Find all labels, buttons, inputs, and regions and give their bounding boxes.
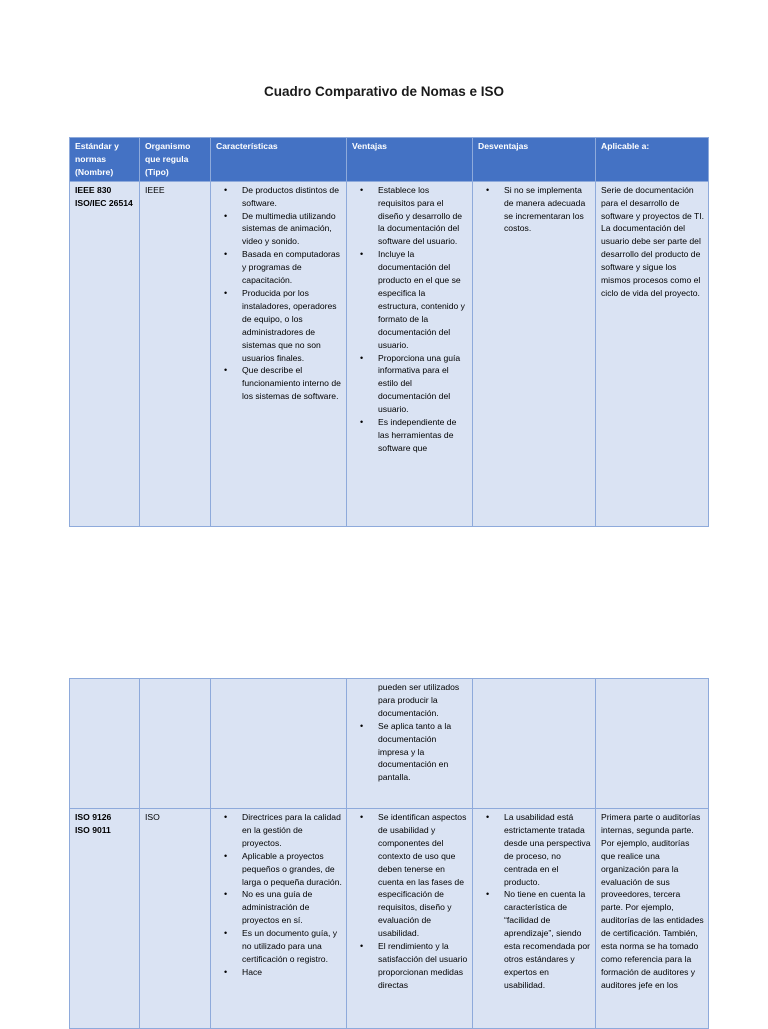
comparison-table <box>69 137 709 527</box>
cell-organism: IEEE <box>140 181 211 526</box>
cell-disadvantages <box>473 181 596 526</box>
list-item: • Es independiente de las herramientas de software que <box>378 416 468 455</box>
table-row <box>70 809 709 1029</box>
cell-standard <box>70 809 140 1029</box>
list-item: • El rendimiento y la satisfacción del usuario proporcionan medidas directas <box>378 940 468 992</box>
cell-features <box>211 679 347 809</box>
table-row-continuation <box>70 679 709 809</box>
list-item: • Establece los requisitos para el diseño y desarrollo de la documentación del software del usuario. <box>378 184 468 249</box>
cell-disadvantages <box>473 809 596 1029</box>
cell-advantages <box>347 181 473 526</box>
cell-standard: IEEE 830 ISO/IEC 26514 <box>70 181 140 526</box>
list-item: • No tiene en cuenta la característica de “facilidad de aprendizaje”, siendo esta recomendada por otros estándares y expertos en usabilidad. <box>504 888 591 991</box>
list-item: • Incluye la documentación del producto en el que se especifica la estructura, contenido y formato de la documentación del usuario. <box>378 248 468 351</box>
header-disadvantages: Desventajas <box>473 138 596 182</box>
list-item: • No es una guía de administración de proyectos en sí. <box>242 888 342 927</box>
list-item: • De multimedia utilizando sistemas de animación, video y sonido. <box>242 210 342 249</box>
cell-organism <box>140 679 211 809</box>
table-header-row <box>70 138 709 182</box>
comparison-table-continued <box>69 678 709 1029</box>
cell-applicable <box>596 679 709 809</box>
header-standard: Estándar y normas (Nombre) <box>70 138 140 182</box>
header-advantages: Ventajas <box>347 138 473 182</box>
list-item: • Se aplica tanto a la documentación impresa y la documentación en pantalla. <box>378 720 468 785</box>
list-item: • Que describe el funcionamiento interno de los sistemas de software. <box>242 364 342 403</box>
cell-applicable: Serie de documentación para el desarrollo de software y proyectos de TI. La documentación del usuario debe ser parte del desarrollo del producto de software y sigue los mismos procesos como el ciclo de vida del proyecto. <box>596 181 709 526</box>
continued-text: pueden ser utilizados para producir la documentación. <box>378 682 460 718</box>
page-break <box>0 530 768 678</box>
header-features: Características <box>211 138 347 182</box>
list-item: • Basada en computadoras y programas de capacitación. <box>242 248 342 287</box>
cell-applicable <box>596 809 709 1029</box>
cell-advantages <box>347 809 473 1029</box>
list-item: • De productos distintos de software. <box>242 184 342 210</box>
cell-standard <box>70 679 140 809</box>
standard-name: ISO 9011 <box>75 824 111 835</box>
header-applicable: Aplicable a: <box>596 138 709 182</box>
cell-advantages <box>347 679 473 809</box>
list-item: • Aplicable a proyectos pequeños o grandes, de larga o pequeña duración. <box>242 850 342 889</box>
list-item: • Si no se implementa de manera adecuada se incrementaran los costos. <box>504 184 591 236</box>
table-row <box>70 181 709 526</box>
applicable-text: Primera parte o auditorías internas, segunda parte. Por ejemplo, auditorías que realice una organización para la evaluación de sus proveedores, tercera parte. Por ejemplo, auditorías de las entidades de certificación. También, esta norma se ha tomado como referencia para la formación de auditores y auditores jefe en los <box>601 812 704 990</box>
cell-features <box>211 181 347 526</box>
list-item: • Es un documento guía, y no utilizado para una certificación o registro. <box>242 927 342 966</box>
header-organism: Organismo que regula (Tipo) <box>140 138 211 182</box>
standard-name: ISO 9126 <box>75 812 112 822</box>
list-item: • Hace <box>242 966 342 979</box>
list-item: • Producida por los instaladores, operadores de equipo, o los administradores de sistemas que no son usuarios finales. <box>242 287 342 364</box>
list-item: • Directrices para la calidad en la gestión de proyectos. <box>242 811 342 850</box>
cell-disadvantages <box>473 679 596 809</box>
list-item: • Proporciona una guía informativa para el estilo del documentación del usuario. <box>378 352 468 417</box>
cell-features <box>211 809 347 1029</box>
list-item: • Se identifican aspectos de usabilidad y componentes del contexto de uso que deben tenerse en cuenta en las fases de especificación de requisitos, diseño y evaluación de usabilidad. <box>378 811 468 940</box>
list-item: • La usabilidad está estrictamente tratada desde una perspectiva de proceso, no centrada en el producto. <box>504 811 591 888</box>
cell-organism: ISO <box>140 809 211 1029</box>
document-title: Cuadro Comparativo de Nomas e ISO <box>263 84 505 99</box>
